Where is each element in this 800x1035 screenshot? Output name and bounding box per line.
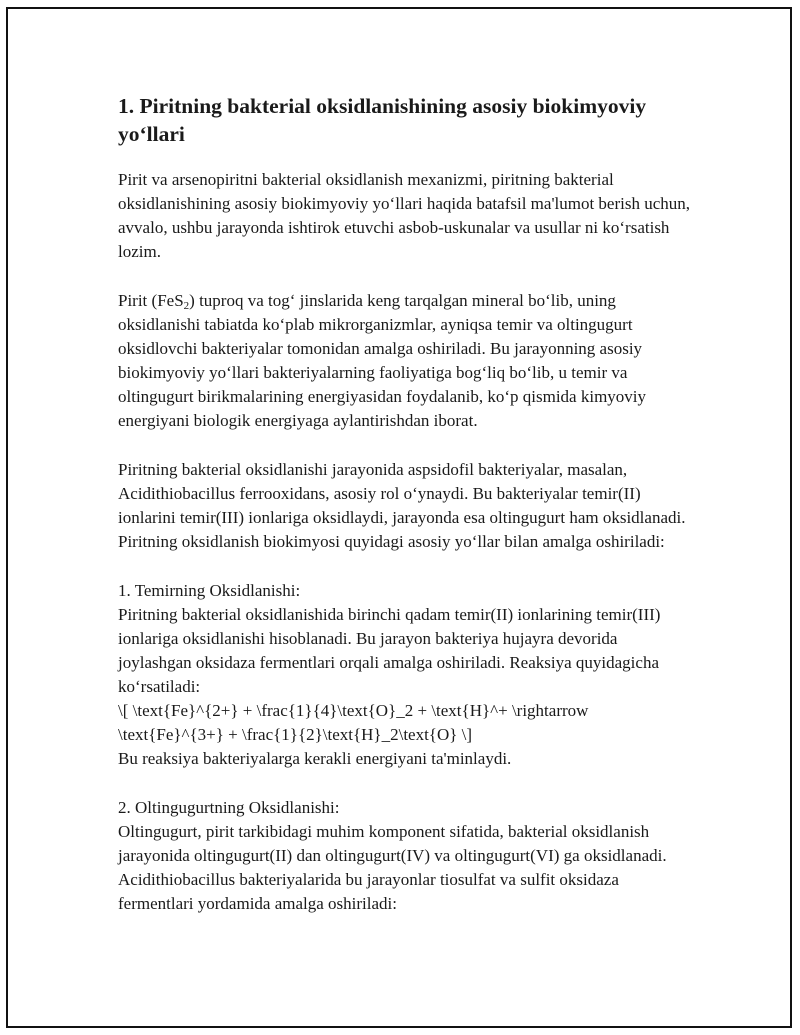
intro-paragraph: Pirit va arsenopiritni bakterial oksidlanish mexanizmi, piritning bakterial oksidlanishining asosiy biokimyoviy yo‘llari haqida batafsil ma'lumot berish uchun, avvalo, ushbu jarayonda ishtirok etuvchi asbob-uskunalar va usullar ni ko‘rsatish lozim. bbox=[118, 170, 691, 261]
pyrite-text-start: Pirit (FeS bbox=[118, 291, 184, 310]
sulfur-oxidation-text: Oltingugurt, pirit tarkibidagi muhim komponent sifatida, bakterial oksidlanish jarayonida oltingugurt(II) dan oltingugurt(IV) va oltingugurt(VI) ga oksidlanadi. Acidithiobacillus bakteriyalarida bu jarayonlar tiosulfat va sulfit oksidaza fermentlari yordamida amalga oshiriladi: bbox=[118, 822, 667, 913]
iron-oxidation-formula: \[ \text{Fe}^{2+} + \frac{1}{4}\text{O}_2 + \text{H}^+ \rightarrow \text{Fe}^{3+} + \frac{1}{2}\text{H}_2\text{O} \] bbox=[118, 701, 589, 744]
pyrite-subscript: 2 bbox=[183, 300, 190, 312]
iron-oxidation-text: Piritning bakterial oksidlanishida birinchi qadam temir(II) ionlarining temir(III) ionlariga oksidlanishi hisoblanadi. Bu jarayon bakteriya hujayra devorida joylashgan oksidaza fermentlari orqali amalga oshiriladi. Reaksiya quyidagicha ko‘rsatiladi: bbox=[118, 605, 661, 696]
section-title: 1. Piritning bakterial oksidlanishining asosiy biokimyoviy yo‘llari bbox=[118, 94, 647, 146]
iron-oxidation-note: Bu reaksiya bakteriyalarga kerakli energiyani ta'minlaydi. bbox=[118, 749, 512, 768]
paragraph-gap bbox=[118, 264, 690, 289]
paragraph-gap bbox=[118, 771, 690, 796]
document-body bbox=[118, 92, 690, 916]
pyrite-paragraph bbox=[118, 289, 690, 433]
paragraph-gap bbox=[118, 433, 690, 458]
pyrite-text-rest: ) tuproq va tog‘ jinslarida keng tarqalgan mineral bo‘lib, uning oksidlanishi tabiatda ko‘plab mikrorganizmlar, ayniqsa temir va oltingugurt oksidlovchi bakteriyalar tomonidan amalga oshiriladi. Bu jarayonning asosiy biokimyoviy yo‘llari bakteriyalarning faoliyatiga bog‘liq bo‘lib, u temir va oltingugurt birikmalarining energiyasidan foydalanib, ko‘p qismida kimyoviy energiyani biologik energiyaga aylantirishdan iborat. bbox=[118, 291, 647, 430]
iron-oxidation-heading: 1. Temirning Oksidlanishi: bbox=[118, 581, 301, 600]
sulfur-oxidation-heading: 2. Oltingugurtning Oksidlanishi: bbox=[118, 798, 340, 817]
paragraph-gap bbox=[118, 554, 690, 579]
bacteria-paragraph: Piritning bakterial oksidlanishi jarayonida aspsidofil bakteriyalar, masalan, Acidithiobacillus ferrooxidans, asosiy rol o‘ynaydi. Bu bakteriyalar temir(II) ionlarini temir(III) ionlariga oksidlaydi, jarayonda esa oltingugurt ham oksidlanadi. Piritning oksidlanish biokimyosi quyidagi asosiy yo‘llar bilan amalga oshiriladi: bbox=[118, 460, 686, 551]
